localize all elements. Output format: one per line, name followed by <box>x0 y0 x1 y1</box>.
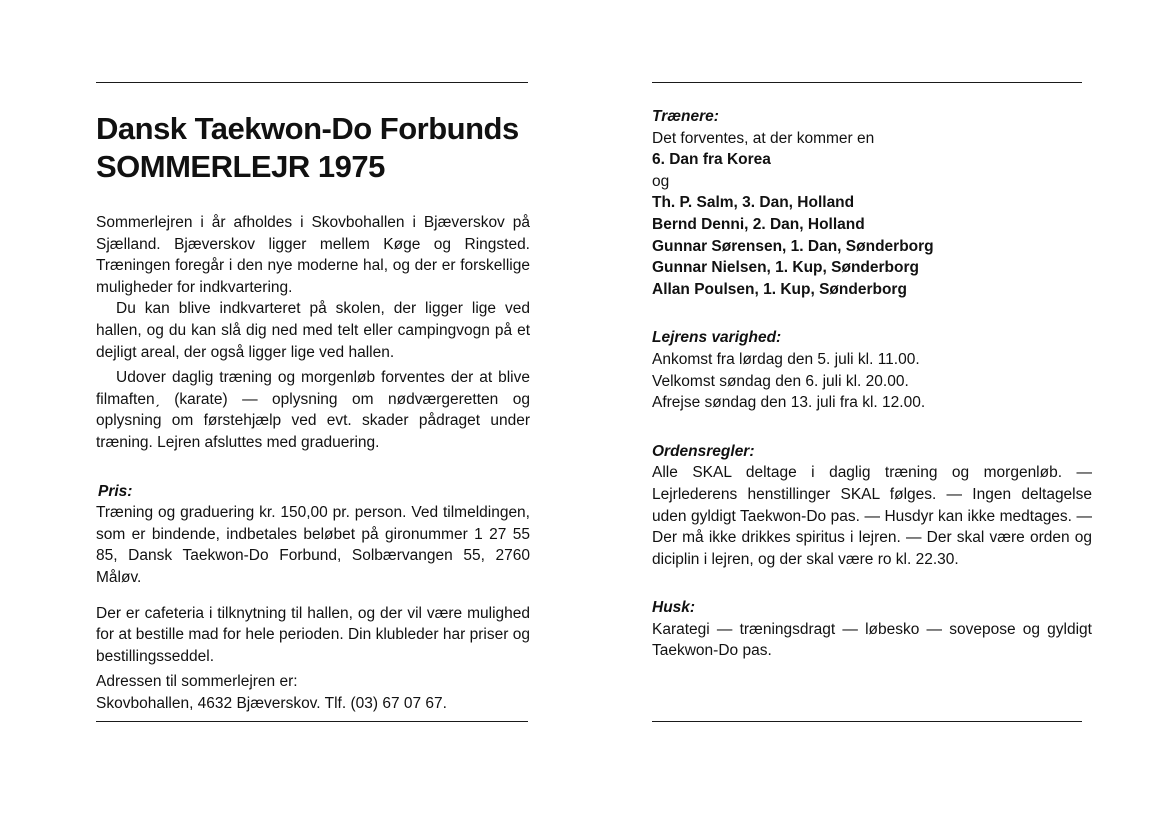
duration-line: Ankomst fra lørdag den 5. juli kl. 11.00. <box>652 350 920 368</box>
right-page <box>652 106 1092 662</box>
left-page <box>96 110 530 714</box>
trainer-item: Gunnar Sørensen, 1. Dan, Sønderborg <box>652 237 934 255</box>
trainer-item: Th. P. Salm, 3. Dan, Holland <box>652 194 855 212</box>
trainers-og: og <box>652 172 670 190</box>
title-line-2: SOMMERLEJR 1975 <box>96 149 385 184</box>
bottom-rule-right <box>652 721 1082 722</box>
rules-text: Alle SKAL deltage i daglig træning og morgenløb. — Lejrlederens henstillinger SKAL følges. — Ingen deltagelse uden gyldigt Taekwon-Do pas. — Husdyr kan ikke medtages. — Der må ikke drikkes spiritus i lejren. — Der skal være orden og diciplin i lejren, og der skal være ro kl. 22.30. <box>652 464 1092 568</box>
trainer-item: Gunnar Nielsen, 1. Kup, Sønderborg <box>652 259 919 277</box>
title-line-1: Dansk Taekwon-Do Forbunds <box>96 111 519 146</box>
address-text: Skovbohallen, 4632 Bjæverskov. Tlf. (03) 67 07 67. <box>96 694 447 712</box>
trainer-item: Bernd Denni, 2. Dan, Holland <box>652 215 865 233</box>
intro-paragraph-2: Du kan blive indkvarteret på skolen, der ligger lige ved hallen, og du kan slå dig ned med telt eller campingvogn på et dejligt areal, der også ligger lige ved hallen. <box>96 300 530 361</box>
duration-line: Velkomst søndag den 6. juli kl. 20.00. <box>652 372 909 390</box>
duration-line: Afrejse søndag den 13. juli fra kl. 12.00. <box>652 394 926 412</box>
pris-text: Træning og graduering kr. 150,00 pr. person. Ved tilmeldingen, som er bindende, indbetales beløbet på gironummer 1 27 55 85, Dansk Taekwon-Do Forbund, Solbærvangen 55, 2760 Måløv. <box>96 504 530 586</box>
bottom-rule-left <box>96 721 528 722</box>
intro-paragraph-1: Sommerlejren i år afholdes i Skovbohallen i Bjæverskov på Sjælland. Bjæverskov ligger mellem Køge og Ringsted. Træningen foregår i den nye moderne hal, og der er forskellige muligheder for indkvartering. <box>96 214 530 296</box>
rules-heading: Ordensregler: <box>652 442 755 460</box>
pris-heading: Pris: <box>98 482 133 500</box>
intro-paragraph-3: Udover daglig træning og morgenløb forventes der at blive filmaftenˏ (karate) — oplysning om nødværgeretten og oplysning om førstehjælp ved evt. skader pådraget under træning. Lejren afsluttes med graduering. <box>96 369 530 451</box>
top-rule-left <box>96 82 528 83</box>
trainers-intro: Det forventes, at der kommer en <box>652 129 875 147</box>
trainers-heading: Trænere: <box>652 108 719 125</box>
top-rule-right <box>652 82 1082 83</box>
remember-heading: Husk: <box>652 599 696 617</box>
duration-heading: Lejrens varighed: <box>652 329 782 347</box>
trainer-korea: 6. Dan fra Korea <box>652 151 771 169</box>
remember-text: Karategi — træningsdragt — løbesko — sovepose og gyldigt Taekwon-Do pas. <box>652 620 1092 660</box>
address-label: Adressen til sommerlejren er: <box>96 673 298 691</box>
trainer-item: Allan Poulsen, 1. Kup, Sønderborg <box>652 280 907 298</box>
page-title <box>96 110 530 186</box>
cafeteria-text: Der er cafeteria i tilknytning til hallen, og der vil være mulighed for at bestille mad for hele perioden. Din klubleder har priser og bestillingsseddel. <box>96 604 530 665</box>
